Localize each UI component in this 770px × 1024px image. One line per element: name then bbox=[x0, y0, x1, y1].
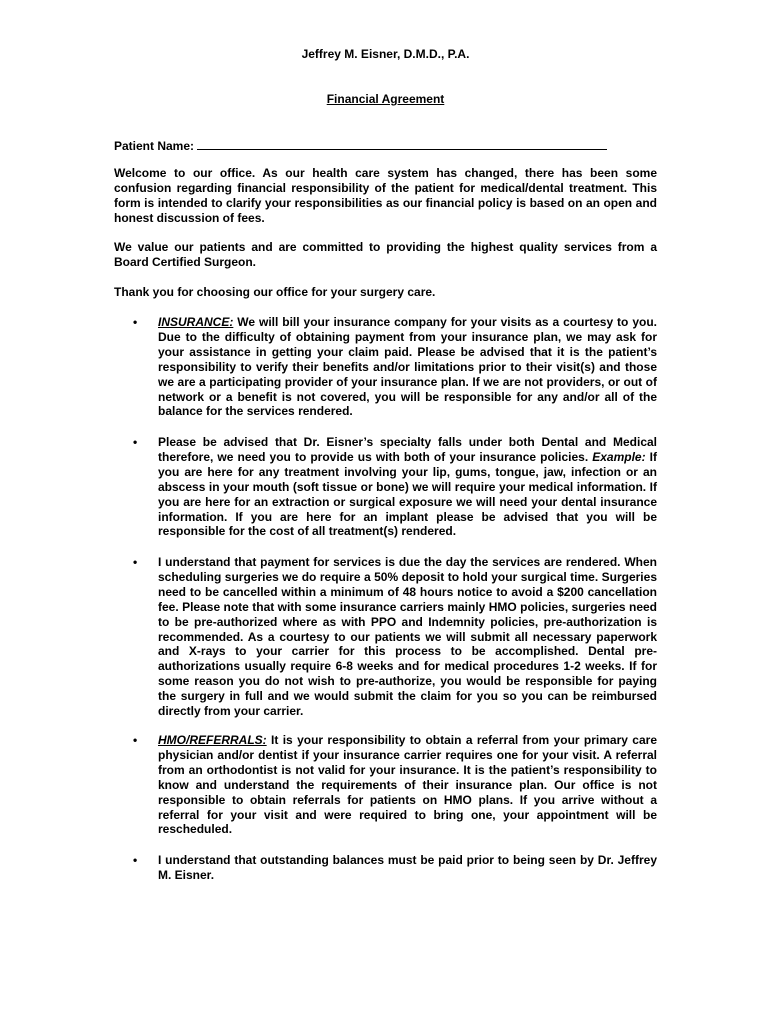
hmo-text: It is your responsibility to obtain a referral from your primary care physician and/or dentist if your insurance carrier requires one for your visit. A referral from an orthodontist is not valid for your insurance. It is the patient’s responsibility to know and understand the requirements of their insurance plan. Our office is not responsible to obtain referrals for patients on HMO plans. If you arrive without a referral for your visit and were required to bring one, your appointment will be rescheduled. bbox=[158, 733, 657, 837]
practice-name: Jeffrey M. Eisner, D.M.D., P.A. bbox=[301, 47, 470, 61]
document-title: Financial Agreement bbox=[326, 92, 445, 106]
value-paragraph: We value our patients and are committed to providing the highest quality services from a Board Certified Surgeon. bbox=[114, 240, 657, 269]
patient-name-label: Patient Name: bbox=[114, 139, 195, 153]
specialty-example: If you are here for any treatment involving your lip, gums, tongue, jaw, infection or an abscess in your mouth (soft tissue or bone) we will require your medical information. If you are here for an extraction or surgical exposure we will need your dental insurance information. If you are here for an implant please be advised that you will be responsible for the cost of all treatment(s) rendered. bbox=[158, 449, 657, 539]
payment-text: I understand that payment for services is due the day the services are rendered. When scheduling surgeries we do require a 50% deposit to hold your surgical time. Surgeries need to be cancelled within a minimum of 48 hours notice to avoid a $200 cancellation fee. Please note that with some insurance carriers mainly HMO policies, surgeries need to be pre-authorized where as with PPO and Indemnity policies, pre-authorization is recommended. As a courtesy to our patients we will submit all necessary paperwork and X-rays to your carrier for this process to be accomplished. Dental pre-authorizations usually require 6-8 weeks and for medical procedures 1-2 weeks. If for some reason you do not wish to pre-authorize, you would be responsible for paying the surgery in full and we would submit the claim for you so you can be reimbursed directly from your carrier. bbox=[158, 555, 657, 719]
hmo-heading: HMO/REFERRALS: bbox=[158, 733, 267, 747]
welcome-paragraph: Welcome to our office. As our health care system has changed, there has been some confusion regarding financial responsibility of the patient for medical/dental treatment. This form is intended to clarify your responsibilities as our financial policy is based on an open and honest discussion of fees. bbox=[114, 166, 657, 225]
patient-name-field[interactable] bbox=[197, 137, 607, 150]
bullet-icon: • bbox=[133, 853, 138, 867]
bullet-icon: • bbox=[133, 555, 138, 569]
thanks-paragraph: Thank you for choosing our office for your surgery care. bbox=[114, 285, 436, 299]
specialty-text: Please be advised that Dr. Eisner’s specialty falls under both Dental and Medical therefore, we need you to provide us with both of your insurance policies. bbox=[158, 435, 657, 464]
balance-text: I understand that outstanding balances must be paid prior to being seen by Dr. Jeffrey M. Eisner. bbox=[158, 853, 657, 882]
bullet-icon: • bbox=[133, 315, 138, 329]
patient-name-row bbox=[114, 137, 657, 154]
insurance-text: We will bill your insurance company for your visits as a courtesy to you. Due to the difficulty of obtaining payment from your insurance plan, we may ask for your assistance in getting your claim paid. Please be advised that it is the patient’s responsibility to verify their benefits and/or limitations prior to their visit(s) and those we are a participating provider of your insurance plan. If we are not providers, or out of network or a benefit is not covered, you will be responsible for any and/or all of the balance for the services rendered. bbox=[158, 315, 657, 419]
insurance-heading: INSURANCE: bbox=[158, 315, 234, 329]
bullet-icon: • bbox=[133, 435, 138, 449]
example-label: Example: bbox=[592, 449, 646, 464]
bullet-icon: • bbox=[133, 733, 138, 747]
